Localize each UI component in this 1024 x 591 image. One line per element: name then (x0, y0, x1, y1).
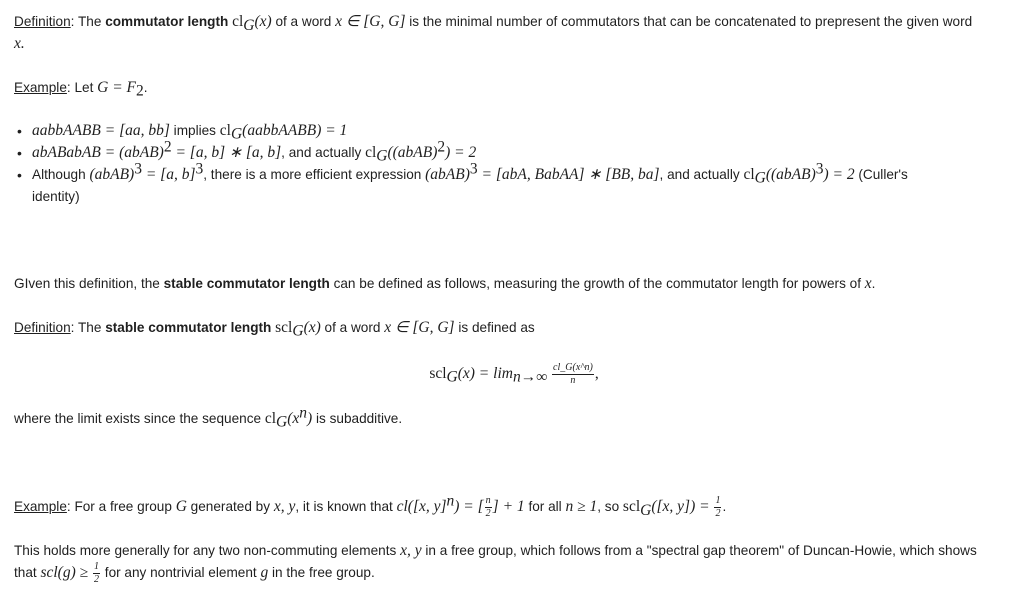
math: 2 (163, 138, 172, 156)
math: g (260, 564, 269, 582)
math: (aabbAABB) = 1 (242, 122, 348, 139)
math: 2 (136, 82, 144, 100)
definition-stable-commutator-length (14, 317, 1014, 339)
term-commutator-length: commutator length (105, 14, 229, 29)
example-label: Example (14, 499, 67, 515)
text: of a word (320, 320, 385, 335)
math: G (175, 498, 187, 516)
text: in the free group. (268, 565, 375, 581)
text: . (143, 80, 148, 95)
text: identity) (32, 189, 80, 204)
text: , and actually (281, 145, 366, 160)
math: ((abAB) (387, 144, 438, 161)
math: ((abAB) (765, 166, 816, 183)
math: x ∈ [G, G] (335, 13, 406, 30)
math: x, y (273, 498, 296, 516)
math: x. (14, 35, 25, 52)
text: (Culler's (854, 167, 908, 182)
list-item (14, 160, 1014, 208)
text: : For a free group (66, 499, 176, 515)
math: scl (429, 365, 447, 382)
math: G (754, 169, 766, 187)
math: cl_G(x^n) (553, 361, 593, 373)
text: for all (524, 499, 566, 515)
math: G (640, 501, 652, 519)
math: n ≥ 1 (565, 498, 598, 516)
math (232, 13, 272, 35)
math: G (276, 413, 288, 431)
math: 1 (94, 561, 100, 572)
text: for any nontrivial element (101, 565, 261, 581)
text: that (14, 565, 41, 581)
fraction (485, 496, 492, 519)
math: scl (275, 319, 293, 336)
text: , there is a more efficient expression (203, 167, 426, 182)
math: 2 (94, 574, 100, 585)
definition-label: Definition (14, 320, 71, 335)
math: = [a, b] ∗ [a, b] (171, 144, 282, 161)
math: 3 (134, 160, 142, 178)
example-label: Example (14, 80, 67, 95)
math: n (299, 404, 308, 422)
text: in a free group, which follows from a "spectral gap theorem" of Duncan-Howie, which shows (421, 543, 977, 558)
intro-paragraph (14, 273, 1014, 295)
text: of a word (271, 14, 336, 29)
text: : The (70, 320, 106, 335)
text: is subadditive. (312, 411, 403, 426)
text: is the minimal number of commutators that can be concatenated to prepresent the given word (405, 14, 973, 29)
math: n (570, 374, 576, 386)
math: x (864, 275, 872, 292)
text: GIven this definition, the (14, 276, 164, 291)
math: 2 (485, 508, 491, 519)
text: can be defined as follows, measuring the growth of the commutator length for powers of (329, 276, 865, 291)
math: (x) = lim (457, 365, 513, 382)
definition-label: Definition (14, 14, 71, 29)
math: G (376, 147, 388, 165)
scl-formula (14, 357, 1014, 391)
subadditive-paragraph (14, 404, 1014, 431)
math: 3 (469, 160, 478, 178)
math: G (292, 322, 304, 340)
math: ) = [ (454, 498, 484, 516)
fraction (714, 496, 721, 519)
math: aabbAABB = [aa, bb] (32, 122, 170, 139)
text: : The (70, 14, 106, 29)
spectral-gap-paragraph (14, 540, 1014, 585)
math: (abAB) (89, 166, 135, 183)
math: x, y (400, 542, 422, 559)
math: ([x, y]) = (651, 498, 714, 516)
math: G (243, 17, 255, 35)
math: , (594, 365, 599, 382)
text: is defined as (454, 320, 535, 335)
math: = [abA, BabAA] ∗ [BB, ba] (477, 166, 660, 183)
math: (abAB) (425, 166, 470, 183)
definition-commutator-length (14, 11, 1014, 55)
math: cl (264, 410, 277, 427)
math: 2 (715, 508, 721, 519)
text: implies (169, 123, 220, 138)
text: , so (597, 499, 623, 515)
math: n (446, 492, 455, 510)
math: cl (219, 122, 231, 139)
text: , and actually (659, 167, 744, 182)
text: This holds more generally for any two non-commuting elements (14, 543, 401, 558)
fraction (552, 363, 594, 386)
example-free-group-commutator (14, 492, 1014, 519)
math: 1 (715, 495, 721, 506)
math: cl (365, 144, 377, 161)
text: where the limit exists since the sequence (14, 411, 265, 426)
text: . (722, 499, 727, 515)
math: scl(g) ≥ (40, 564, 93, 582)
math: ) = 2 (445, 144, 477, 161)
fraction (93, 562, 100, 585)
text: . (871, 276, 876, 291)
math: ] + 1 (492, 498, 525, 516)
math: cl (743, 166, 755, 183)
example-bullet-list (14, 120, 1014, 208)
math: ) (307, 410, 313, 427)
math: 2 (437, 138, 446, 156)
math: x ∈ [G, G] (384, 319, 455, 336)
term-stable-commutator-length: stable commutator length (105, 320, 272, 335)
example-free-group (14, 77, 1014, 99)
text: , it is known that (295, 499, 397, 515)
math: G (230, 125, 243, 143)
text: : Let (66, 80, 98, 95)
math: (x) (303, 319, 321, 336)
math: ) = 2 (823, 166, 855, 183)
math: abABabAB = (abAB) (32, 144, 164, 161)
math: cl([x, y] (396, 498, 447, 516)
math: (x (287, 410, 300, 427)
math: = [a, b] (141, 166, 196, 183)
math: G = F (97, 79, 136, 96)
term-stable-commutator-length: stable commutator length (163, 276, 330, 291)
text: Although (32, 167, 90, 182)
math: scl (622, 498, 641, 516)
list-item (14, 138, 1014, 165)
math: 3 (815, 160, 824, 178)
math: (x) (254, 13, 272, 30)
math: 3 (195, 160, 204, 178)
math: cl (232, 13, 244, 30)
text: generated by (186, 499, 274, 515)
math: n (485, 495, 491, 506)
math: G (446, 368, 458, 386)
math: n→∞ (512, 368, 548, 386)
